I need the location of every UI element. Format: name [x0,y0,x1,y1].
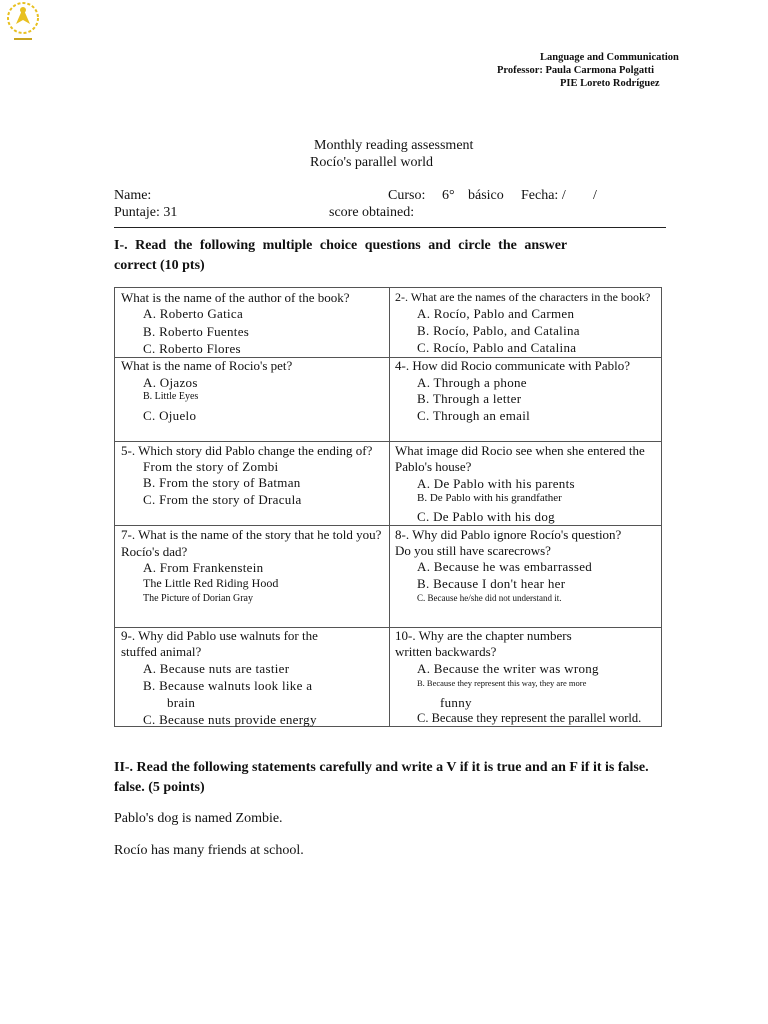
puntaje-label: Puntaje: 31 [114,205,178,220]
question-6-cont: Pablo's house? [395,459,472,474]
table-col-divider [389,288,390,726]
table-row-divider [115,441,661,442]
q3-option-a[interactable]: A. Ojazos [143,375,198,390]
q6-option-c[interactable]: C. De Pablo with his dog [417,509,555,524]
q1-option-a[interactable]: A. Roberto Gatica [143,306,244,321]
q2-option-a[interactable]: A. Rocío, Pablo and Carmen [417,306,575,321]
question-9: 9-. Why did Pablo use walnuts for the [121,628,318,643]
q1-option-b[interactable]: B. Roberto Fuentes [143,324,250,339]
question-9-cont: stuffed animal? [121,644,202,659]
q7-option-a[interactable]: A. From Frankenstein [143,560,264,575]
q10-option-a[interactable]: A. Because the writer was wrong [417,661,599,676]
q4-option-c[interactable]: C. Through an email [417,408,531,423]
score-obtained-label: score obtained: [329,205,415,220]
q9-option-a[interactable]: A. Because nuts are tastier [143,661,290,676]
question-4: 4-. How did Rocio communicate with Pablo? [395,358,631,373]
question-6: What image did Rocio see when she entered the [395,443,645,458]
question-10-cont: written backwards? [395,644,497,659]
q3-option-c[interactable]: C. Ojuelo [143,408,197,423]
q9-option-c[interactable]: C. Because nuts provide energy [143,712,317,727]
q4-option-b[interactable]: B. Through a letter [417,391,522,406]
divider-rule [114,227,666,228]
q6-option-a[interactable]: A. De Pablo with his parents [417,476,575,491]
q3-option-b[interactable]: B. Little Eyes [143,391,199,402]
q1-option-c[interactable]: C. Roberto Flores [143,341,241,356]
q10-option-c[interactable]: C. Because they represent the parallel world. [417,711,642,725]
curso-label: Curso: [388,188,426,203]
q5-option-a[interactable]: From the story of Zombi [143,459,279,474]
question-5: 5-. Which story did Pablo change the ending of? [121,443,373,458]
section1-heading-line1: I-. Read the following multiple choice questions and circle the answer [114,238,568,253]
header-subject: Language and Communication [540,52,679,63]
title-line1: Monthly reading assessment [314,138,474,153]
q2-option-c[interactable]: C. Rocío, Pablo and Catalina [417,340,577,355]
q9-option-b-cont: brain [167,695,196,710]
question-8: 8-. Why did Pablo ignore Rocío's question? [395,527,622,542]
question-7: 7-. What is the name of the story that he told you? [121,527,382,542]
q4-option-a[interactable]: A. Through a phone [417,375,527,390]
question-7-cont: Rocío's dad? [121,544,188,559]
fecha-slash: / [593,188,597,203]
section2-heading-line1: II-. Read the following statements carefully and write a V if it is true and an F if it is false. [114,760,649,775]
fecha-label: Fecha: / [521,188,566,203]
section2-heading-line2: false. (5 points) [114,780,205,795]
statement-1: Pablo's dog is named Zombie. [114,811,283,826]
q10-option-b[interactable]: B. Because they represent this way, they are more [417,678,587,688]
q7-option-c[interactable]: The Picture of Dorian Gray [143,593,253,604]
title-line2: Rocío's parallel world [310,155,434,170]
question-2: 2-. What are the names of the characters in the book? [395,290,651,304]
statement-2: Rocío has many friends at school. [114,843,304,858]
q8-option-b[interactable]: B. Because I don't hear her [417,576,566,591]
question-10: 10-. Why are the chapter numbers [395,628,572,643]
section1-heading-line2: correct (10 pts) [114,258,205,273]
q8-option-c[interactable]: C. Because he/she did not understand it. [417,593,562,603]
question-3: What is the name of Rocio's pet? [121,358,293,373]
q2-option-b[interactable]: B. Rocío, Pablo, and Catalina [417,323,580,338]
q7-option-b[interactable]: The Little Red Riding Hood [143,576,279,590]
basico-label: básico [468,188,504,203]
name-label: Name: [114,188,152,203]
q6-option-b[interactable]: B. De Pablo with his grandfather [417,492,562,504]
question-1: What is the name of the author of the book? [121,290,350,305]
question-8-cont: Do you still have scarecrows? [395,543,551,558]
q9-option-b[interactable]: B. Because walnuts look like a [143,678,313,693]
header-pie: PIE Loreto Rodríguez [560,78,660,89]
header-professor: Professor: Paula Carmona Polgatti [497,65,654,76]
q5-option-b[interactable]: B. From the story of Batman [143,475,301,490]
q5-option-c[interactable]: C. From the story of Dracula [143,492,302,507]
q8-option-a[interactable]: A. Because he was embarrassed [417,559,593,574]
q10-option-b-cont: funny [440,695,472,710]
table-row-divider [115,525,661,526]
school-logo [0,0,46,46]
curso-value: 6° [442,188,455,203]
